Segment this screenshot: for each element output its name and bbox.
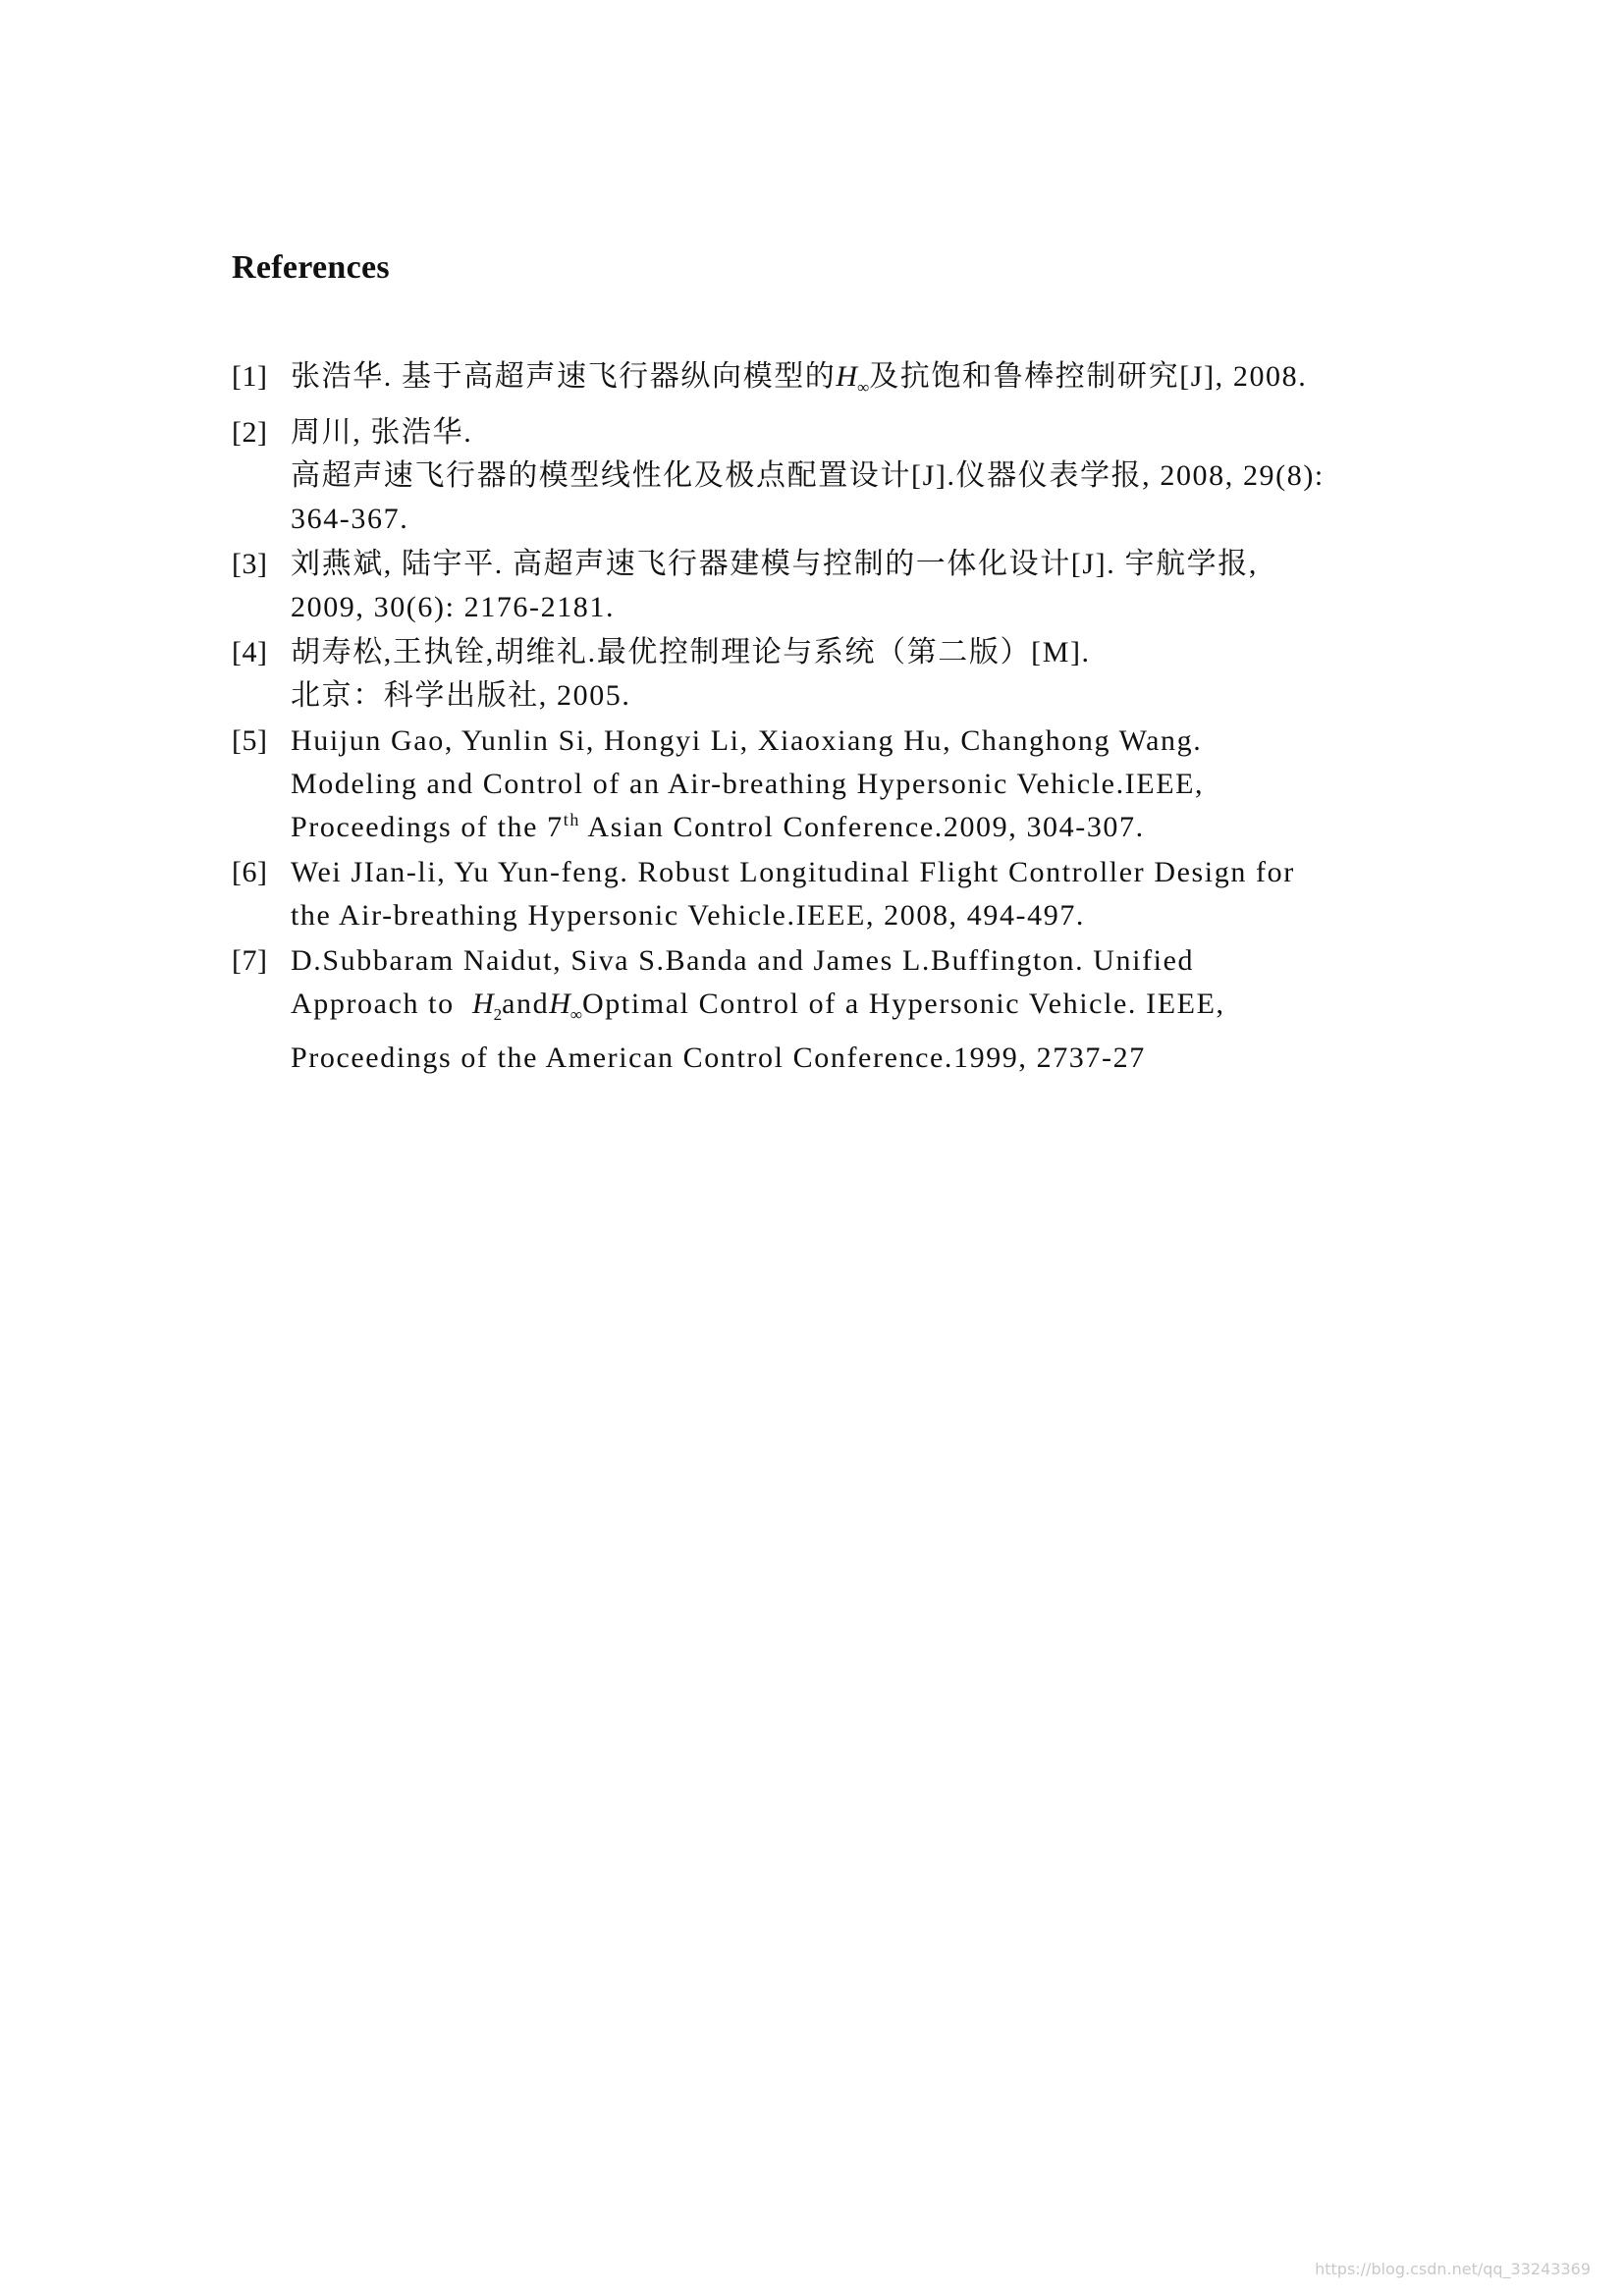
math-symbol-h2 [471,988,503,1024]
watermark: https://blog.csdn.net/qq_33243369 [1315,2260,1591,2278]
reference-number: [6] [232,856,268,888]
reference-number: [3] [232,548,268,580]
math-subscript: 2 [493,1005,503,1024]
reference-text: Approach to [291,988,455,1020]
reference-text: and [502,988,550,1020]
reference-text: Asian Control Conference.2009, 304-307. [579,811,1145,843]
reference-line [291,983,1469,1037]
reference-line: Huijun Gao, Yunlin Si, Hongyi Li, Xiaoxiang Hu, Changhong Wang. [291,724,1203,757]
reference-line [291,355,1469,409]
reference-item-2 [232,411,1469,541]
reference-line: Proceedings of the American Control Conference.1999, 2737-27 [291,1041,1146,1074]
reference-line: 北京：科学出版社, 2005. [291,679,631,712]
reference-line: Modeling and Control of an Air-breathing Hypersonic Vehicle.IEEE, [291,768,1205,800]
math-symbol-h [836,360,870,397]
reference-line: 刘燕斌, 陆宇平. 高超声速飞行器建模与控制的一体化设计[J]. 宇航学报, [291,548,1258,580]
reference-number: [1] [232,360,268,393]
math-letter: H [549,988,570,1020]
reference-line: 2009, 30(6): 2176-2181. [291,591,616,623]
reference-number: [2] [232,416,268,449]
reference-item-5 [232,720,1469,849]
reference-text: 张浩华. 基于高超声速飞行器纵向模型的 [291,360,837,393]
reference-list [232,355,1469,1082]
math-subscript: ∞ [569,1005,583,1024]
reference-number: [5] [232,724,268,757]
reference-line: Wei JIan-li, Yu Yun-feng. Robust Longitudinal Flight Controller Design for [291,856,1295,888]
references-heading: References [232,249,390,286]
math-symbol-hinf [549,988,583,1024]
reference-text: Proceedings of the 7 [291,811,564,843]
superscript: th [563,810,580,829]
reference-line: D.Subbaram Naidut, Siva S.Banda and James L.Buffington. Unified [291,944,1195,977]
reference-item-3 [232,543,1469,629]
reference-line [291,806,1469,849]
math-subscript: ∞ [857,378,870,397]
reference-line: 胡寿松,王执铨,胡维礼.最优控制理论与系统（第二版）[M]. [291,636,1091,668]
reference-item-7 [232,939,1469,1080]
reference-item-4 [232,631,1469,718]
reference-text: Optimal Control of a Hypersonic Vehicle. IEEE, [582,988,1225,1020]
reference-item-1 [232,355,1469,409]
reference-number: [7] [232,944,268,977]
reference-item-6 [232,851,1469,937]
reference-line: the Air-breathing Hypersonic Vehicle.IEEE, 2008, 494-497. [291,899,1086,932]
reference-line: 364-367. [291,503,409,535]
reference-text: 及抗饱和鲁棒控制研究[J], 2008. [869,360,1308,393]
math-letter: H [836,360,858,393]
reference-line: 高超声速飞行器的模型线性化及极点配置设计[J].仪器仪表学报, 2008, 29(8): [291,459,1325,492]
math-letter: H [471,988,494,1020]
reference-line: 周川, 张浩华. [291,416,473,449]
reference-number: [4] [232,636,268,668]
